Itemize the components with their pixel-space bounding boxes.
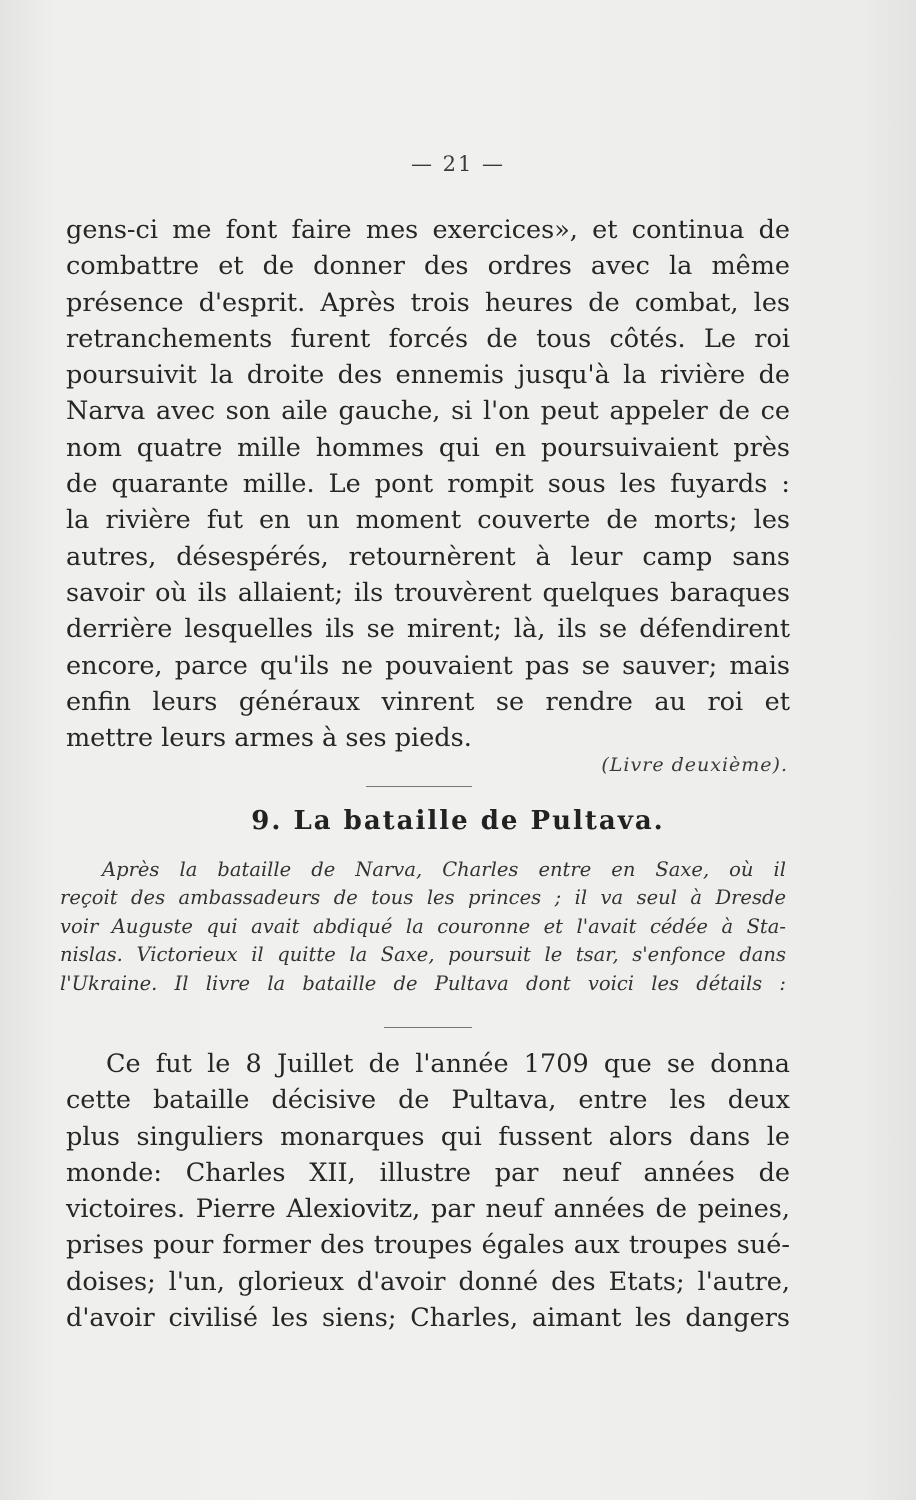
text-line: derrière lesquelles ils se mirent; là, ils se défendirent [66,614,790,645]
section-summary [60,856,786,998]
summary-line: nislas. Victorieux il quitte la Saxe, poursuit le tsar, s'enfonce dans [60,943,786,967]
section-heading: 9. La bataille de Pultava. [251,806,665,836]
summary-line: l'Ukraine. Il livre la bataille de Pultava dont voici les détails : [60,971,786,995]
text-line: plus singuliers monarques qui fussent alors dans le [66,1121,790,1152]
text-line: monde: Charles XII, illustre par neuf années de [66,1157,790,1188]
text-line: gens-ci me font faire mes exercices», et continua de [66,215,790,245]
paragraph-narva [66,212,790,756]
text-line: d'avoir civilisé les siens; Charles, aimant les dangers [66,1303,790,1334]
text-line: encore, parce qu'ils ne pouvaient pas se sauver; mais [66,650,790,681]
text-line: Ce fut le 8 Juillet de l'année 1709 que se donna [106,1049,790,1079]
text-line: combattre et de donner des ordres avec la même [66,251,790,282]
text-line: prises pour former des troupes égales aux troupes sué- [66,1230,790,1261]
text-line: enfin leurs généraux vinrent se rendre au roi et [66,686,790,717]
text-line: de quarante mille. Le pont rompit sous les fuyards : [66,469,790,500]
text-line: Narva avec son aile gauche, si l'on peut appeler de ce [66,396,790,427]
text-line: poursuivit la droite des ennemis jusqu'à la rivière de [66,360,790,391]
text-line: présence d'esprit. Après trois heures de combat, les [66,287,790,318]
text-line: doises; l'un, glorieux d'avoir donné des Etats; l'autre, [66,1266,790,1297]
separator-rule [384,1027,472,1028]
text-line: retranchements furent forcés de tous côtés. Le roi [66,323,790,354]
page-number: — 21 — [410,152,506,176]
text-line: nom quatre mille hommes qui en poursuivaient près [66,432,790,463]
summary-line: voir Auguste qui avait abdiqué la couronne et l'avait cédée à Sta- [60,914,786,938]
text-line: autres, désespérés, retournèrent à leur camp sans [66,541,790,572]
text-line: la rivière fut en un moment couverte de morts; les [66,505,790,536]
separator-rule [366,786,472,787]
source-citation: (Livre deuxième). [601,754,788,776]
text-line: mettre leurs armes à ses pieds. [66,723,472,754]
text-line: cette bataille décisive de Pultava, entre les deux [66,1085,790,1116]
summary-line: reçoit des ambassadeurs de tous les princes ; il va seul à Dresde [60,886,786,910]
summary-line: Après la bataille de Narva, Charles entre en Saxe, où il [102,858,786,881]
paragraph-pultava [66,1046,790,1336]
text-line: victoires. Pierre Alexiovitz, par neuf années de peines, [66,1194,790,1225]
text-line: savoir où ils allaient; ils trouvèrent quelques baraques [66,577,790,608]
